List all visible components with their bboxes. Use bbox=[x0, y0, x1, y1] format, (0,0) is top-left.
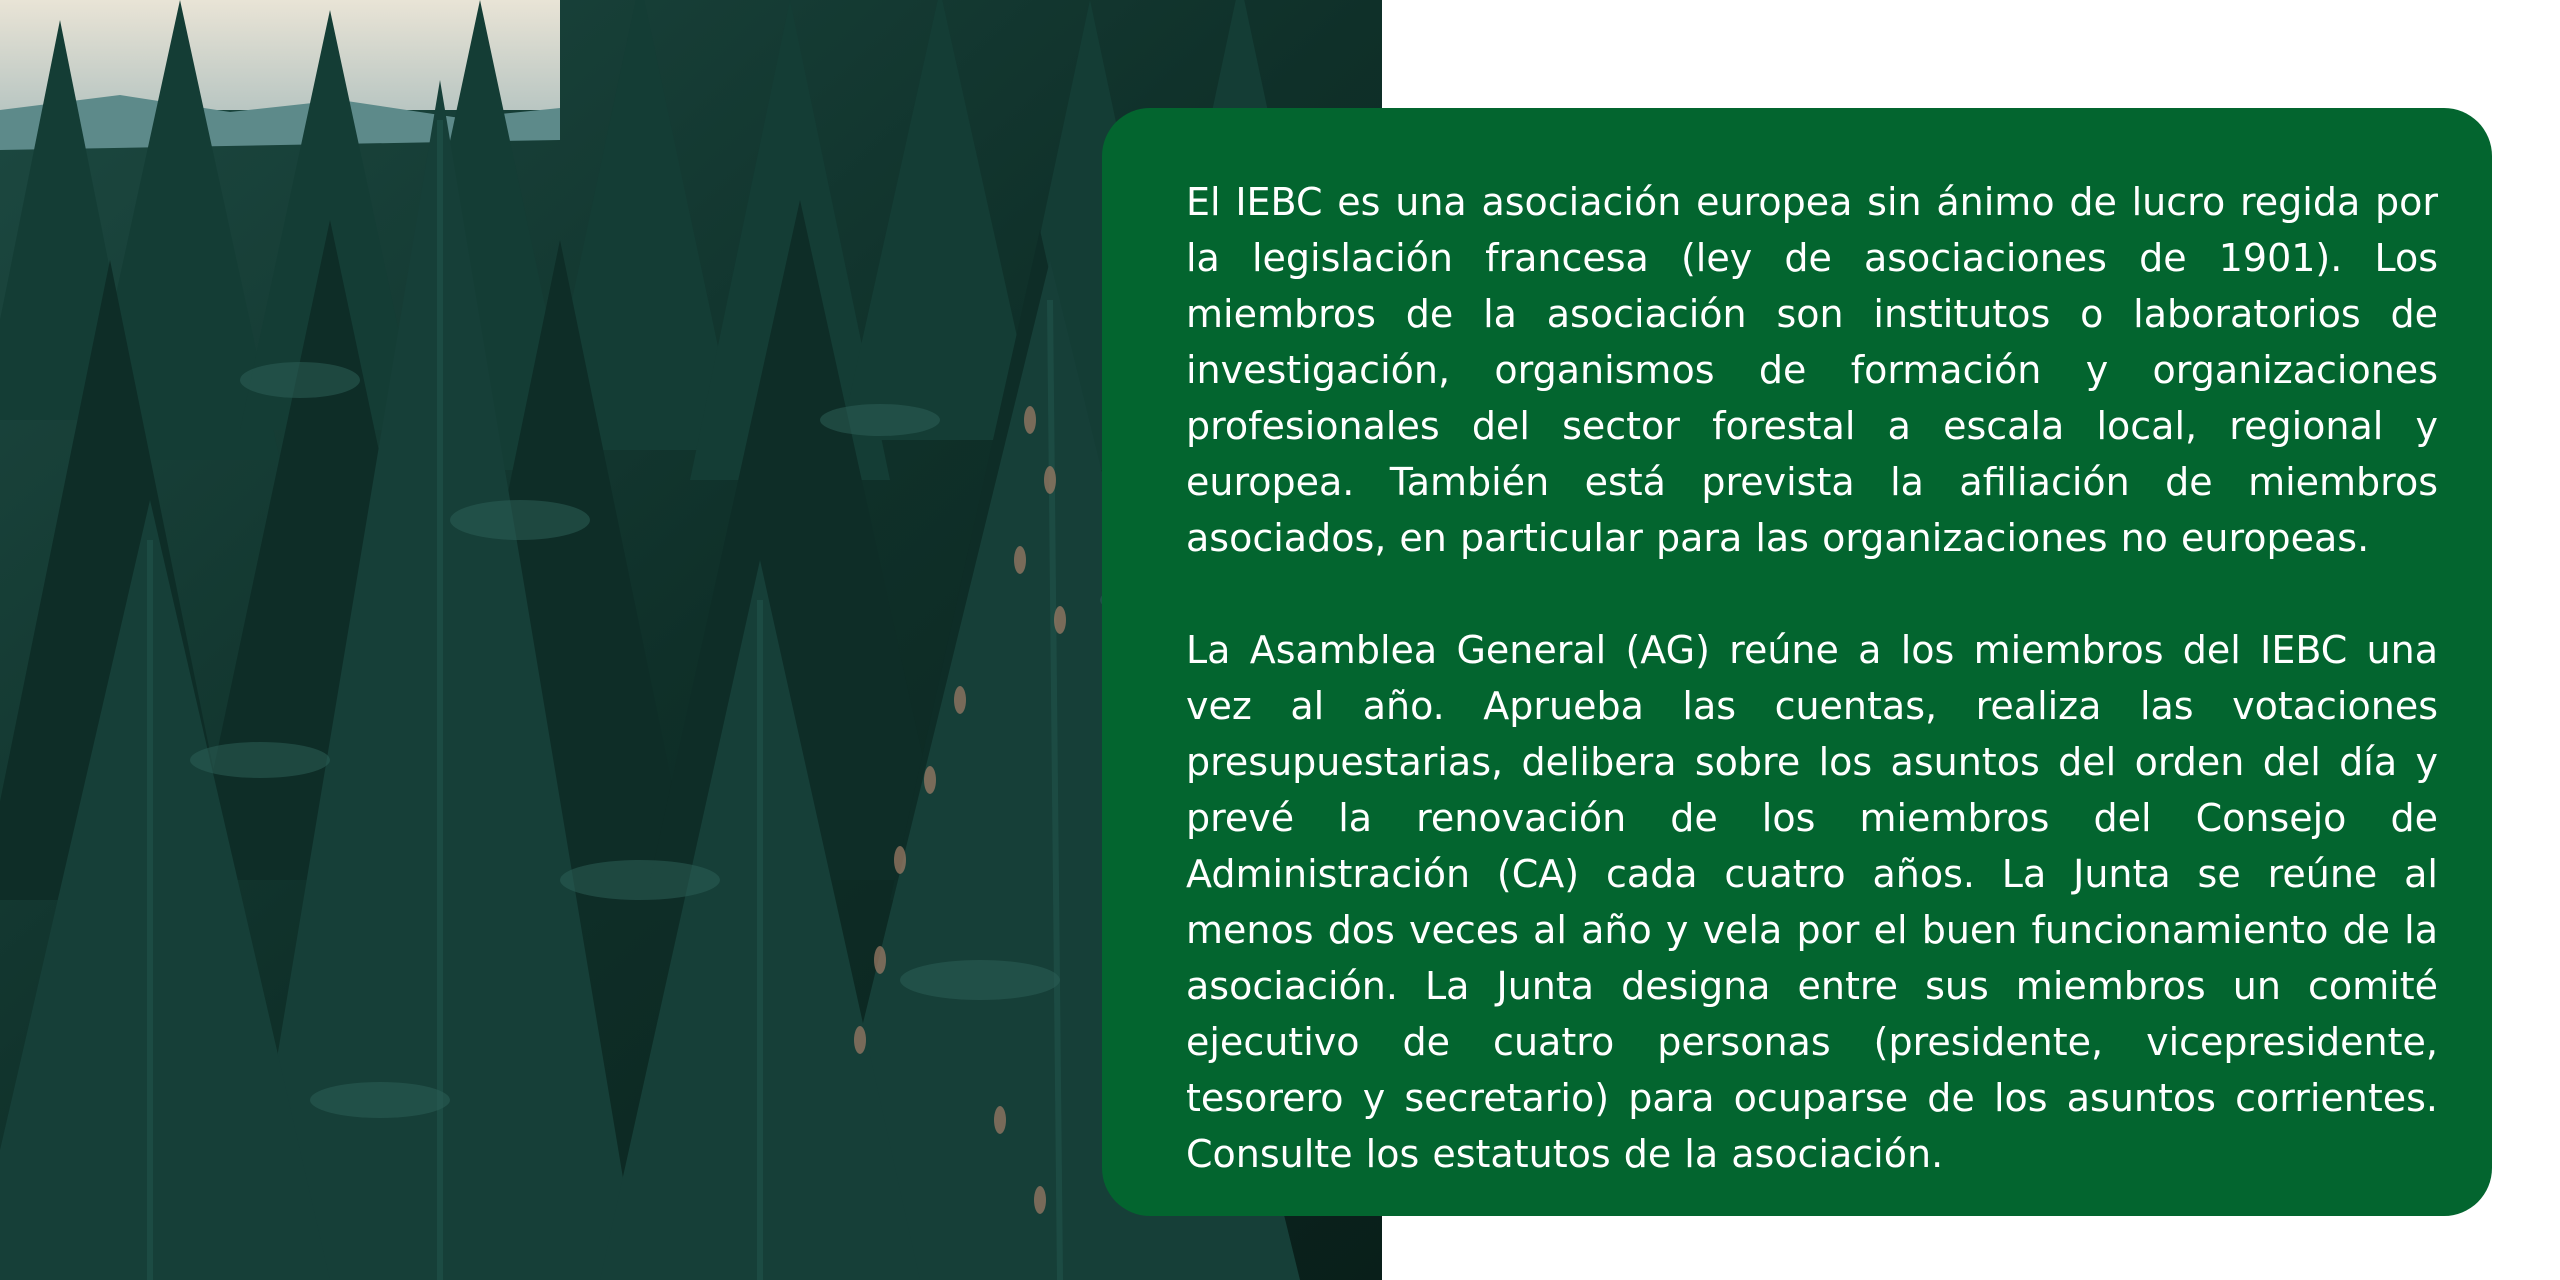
about-paragraph-1: El IEBC es una asociación europea sin ánimo de lucro regida por la legislación francesa (ley de asociaciones de 1901). Los miembros de la asociación son institutos o laboratorios de investigación, organismos de formación y organizaciones profesionales del sector forestal a escala local, regional y europea. También está prevista la afiliación de miembros asociados, en particular para las organizaciones no europeas. bbox=[1186, 180, 2438, 560]
about-paragraph-2: La Asamblea General (AG) reúne a los miembros del IEBC una vez al año. Aprueba las cuentas, realiza las votaciones presupuestarias, delibera sobre los asuntos del orden del día y prevé la renovación de los miembros del Consejo de Administración (CA) cada cuatro años. La Junta se reúne al menos dos veces al año y vela por el buen funcionamiento de la asociación. La Junta designa entre sus miembros un comité ejecutivo de cuatro personas (presidente, vicepresidente, tesorero y secretario) para ocuparse de los asuntos corrientes. Consulte los estatutos de la asociación. bbox=[1186, 628, 2438, 1176]
about-text-card bbox=[1102, 108, 2492, 1216]
